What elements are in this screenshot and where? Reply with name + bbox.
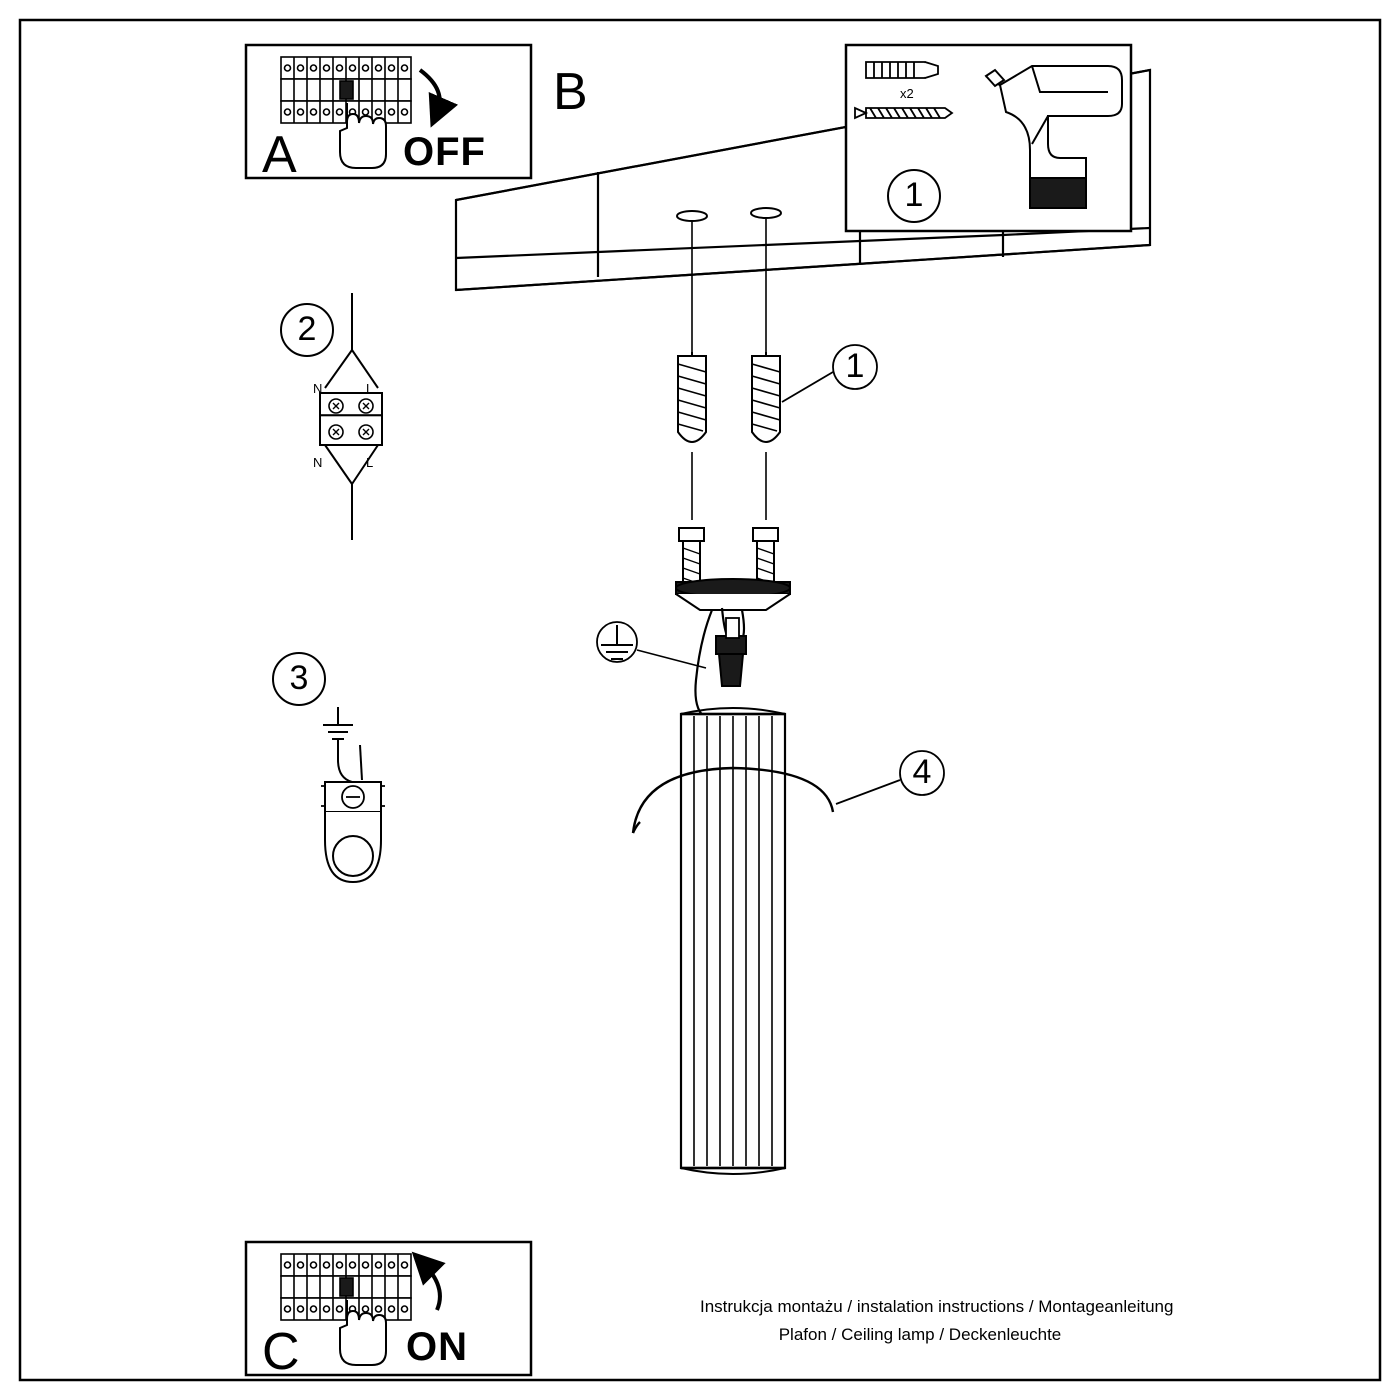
step-3-number: 3 — [289, 659, 309, 697]
step-2-terminal-top-left-label: N — [313, 381, 323, 396]
wall-plug-left — [678, 352, 706, 442]
cable-connector — [716, 618, 746, 686]
footer-line-1: Instrukcja montażu / instalation instructions / Montageanleitung — [700, 1297, 1174, 1316]
panel-b-letter: B — [553, 63, 589, 121]
step-3-illustration — [321, 707, 385, 882]
earth-symbol-callout — [597, 622, 706, 668]
wall-plug-right — [752, 352, 780, 442]
mounting-plate — [676, 579, 790, 610]
step-2-terminal-top-right-label: L — [366, 381, 374, 396]
callout-1-number: 1 — [845, 347, 865, 385]
panel-1-number: 1 — [904, 176, 924, 214]
lamp-body — [681, 708, 785, 1174]
step-2-terminal-bottom-left-label: N — [313, 455, 323, 470]
step-2-terminal-bottom-right-label: L — [366, 455, 374, 470]
panel-c-action-label: ON — [406, 1325, 468, 1369]
panel-1 — [846, 45, 1131, 231]
footer-line-2: Plafon / Ceiling lamp / Deckenleuchte — [778, 1325, 1062, 1344]
panel-1-quantity-label: x2 — [900, 86, 914, 101]
step-2-number: 2 — [297, 310, 317, 348]
panel-c-letter: C — [262, 1323, 301, 1381]
step-4-number: 4 — [912, 753, 932, 791]
step-number-circles — [273, 304, 333, 705]
panel-a-letter: A — [262, 126, 298, 184]
panel-a-action-label: OFF — [403, 130, 486, 174]
